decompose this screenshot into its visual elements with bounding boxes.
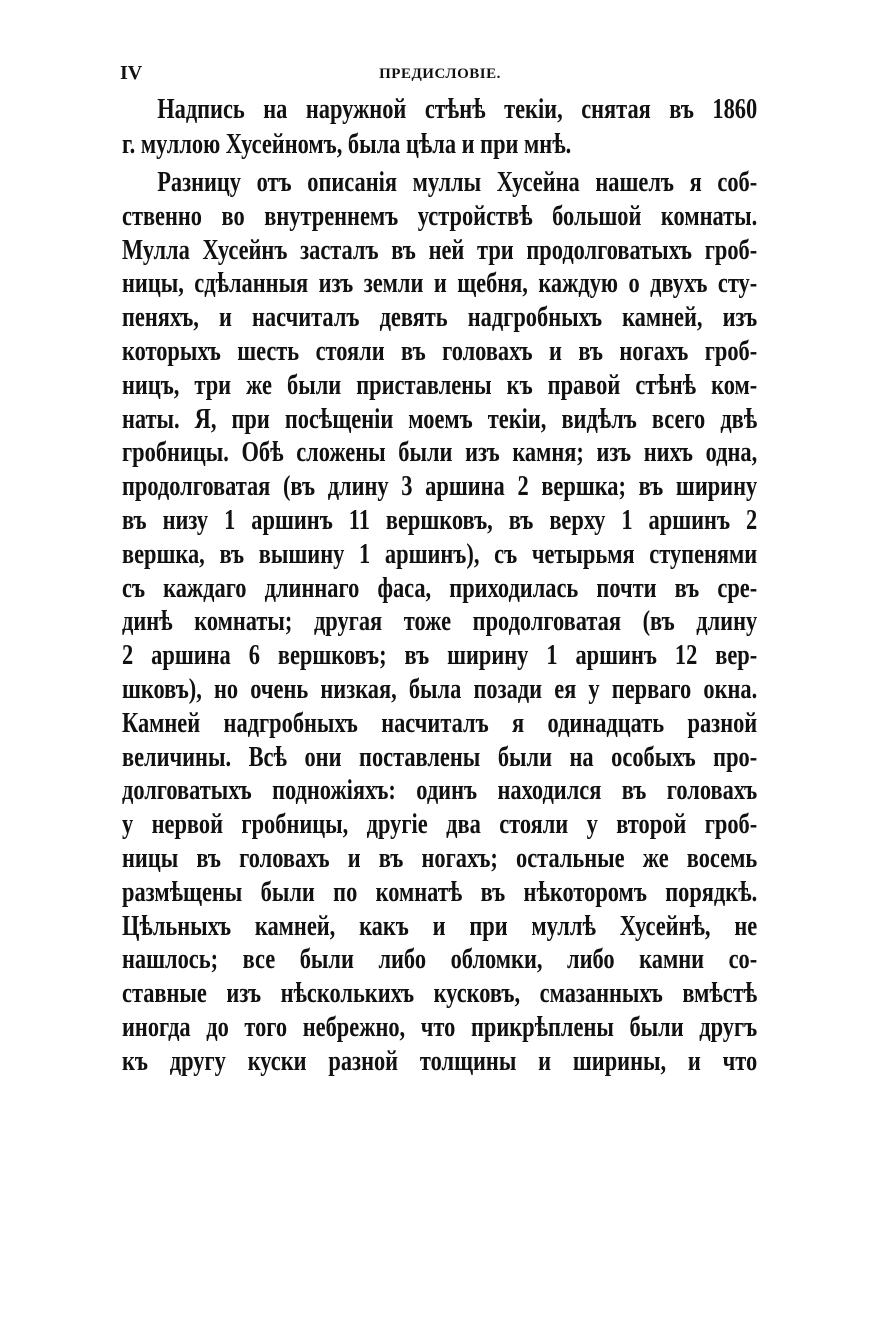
text-line: съ каждаго длиннаго фаса, приходилась почти въ сре- bbox=[122, 572, 758, 604]
text-line: гробницы. Обѣ сложены были изъ камня; изъ нихъ одна, bbox=[122, 437, 758, 469]
text-line: Надпись на наружной стѣнѣ текіи, снятая въ 1860 bbox=[157, 94, 758, 125]
text-line: наты. Я, при посѣщеніи моемъ текіи, видѣлъ всего двѣ bbox=[122, 403, 758, 435]
text-line: ственно во внутреннемъ устройствѣ большой комнаты. bbox=[122, 200, 758, 232]
text-line: размѣщены были по комнатѣ въ нѣкоторомъ порядкѣ. bbox=[122, 876, 758, 908]
text-line: иногда до того небрежно, что прикрѣплены были другъ bbox=[122, 1011, 758, 1043]
text-line: къ другу куски разной толщины и ширины, и что bbox=[122, 1045, 758, 1077]
text-line: долговатыхъ подножіяхъ: одинъ находился въ головахъ bbox=[122, 775, 758, 807]
text-line: нашлось; все были либо обломки, либо камни со- bbox=[122, 944, 758, 976]
text-line: ницы, сдѣланныя изъ земли и щебня, каждую о двухъ сту- bbox=[122, 268, 758, 300]
text-line: Цѣльныхъ камней, какъ и при муллѣ Хусейнѣ, не bbox=[122, 910, 758, 942]
text-line: шковъ), но очень низкая, была позади ея у перваго окна. bbox=[122, 673, 758, 705]
text-line: ницъ, три же были приставлены къ правой стѣнѣ ком- bbox=[122, 369, 758, 401]
body-text bbox=[122, 92, 757, 1079]
text-line: ницы въ головахъ и въ ногахъ; остальные же восемь bbox=[122, 842, 758, 874]
text-line: Разницу отъ описанія муллы Хусейна нашелъ я соб- bbox=[157, 167, 758, 198]
text-line: 2 аршина 6 вершковъ; въ ширину 1 аршинъ 12 вер- bbox=[122, 640, 758, 672]
text-line: у нервой гробницы, другіе два стояли у второй гроб- bbox=[122, 809, 758, 841]
text-line: Камней надгробныхъ насчиталъ я одинадцать разной bbox=[122, 707, 758, 739]
page-number: IV bbox=[120, 62, 143, 84]
text-line: въ низу 1 аршинъ 11 вершковъ, въ верху 1 аршинъ 2 bbox=[122, 504, 758, 536]
text-line: пеняхъ, и насчиталъ девять надгробныхъ камней, изъ bbox=[122, 302, 758, 334]
text-line: величины. Всѣ они поставлены были на особыхъ про- bbox=[122, 741, 758, 773]
text-line: Мулла Хусейнъ засталъ въ ней три продолговатыхъ гроб- bbox=[122, 234, 758, 266]
text-line: ставные изъ нѣсколькихъ кусковъ, смазанныхъ вмѣстѣ bbox=[122, 978, 758, 1010]
paragraph bbox=[122, 166, 757, 1079]
text-line: г. муллою Хусейномъ, была цѣла и при мнѣ. bbox=[122, 129, 572, 160]
paragraph bbox=[122, 92, 757, 162]
text-line: продолговатая (въ длину 3 аршина 2 вершка; въ ширину bbox=[122, 471, 758, 503]
text-line: вершка, въ вышину 1 аршинъ), съ четырьмя ступенями bbox=[122, 538, 758, 570]
text-line: которыхъ шесть стояли въ головахъ и въ ногахъ гроб- bbox=[122, 335, 758, 367]
text-line: динѣ комнаты; другая тоже продолговатая (въ длину bbox=[122, 606, 758, 638]
running-title: ПРЕДИСЛОВІЕ. bbox=[379, 66, 501, 82]
